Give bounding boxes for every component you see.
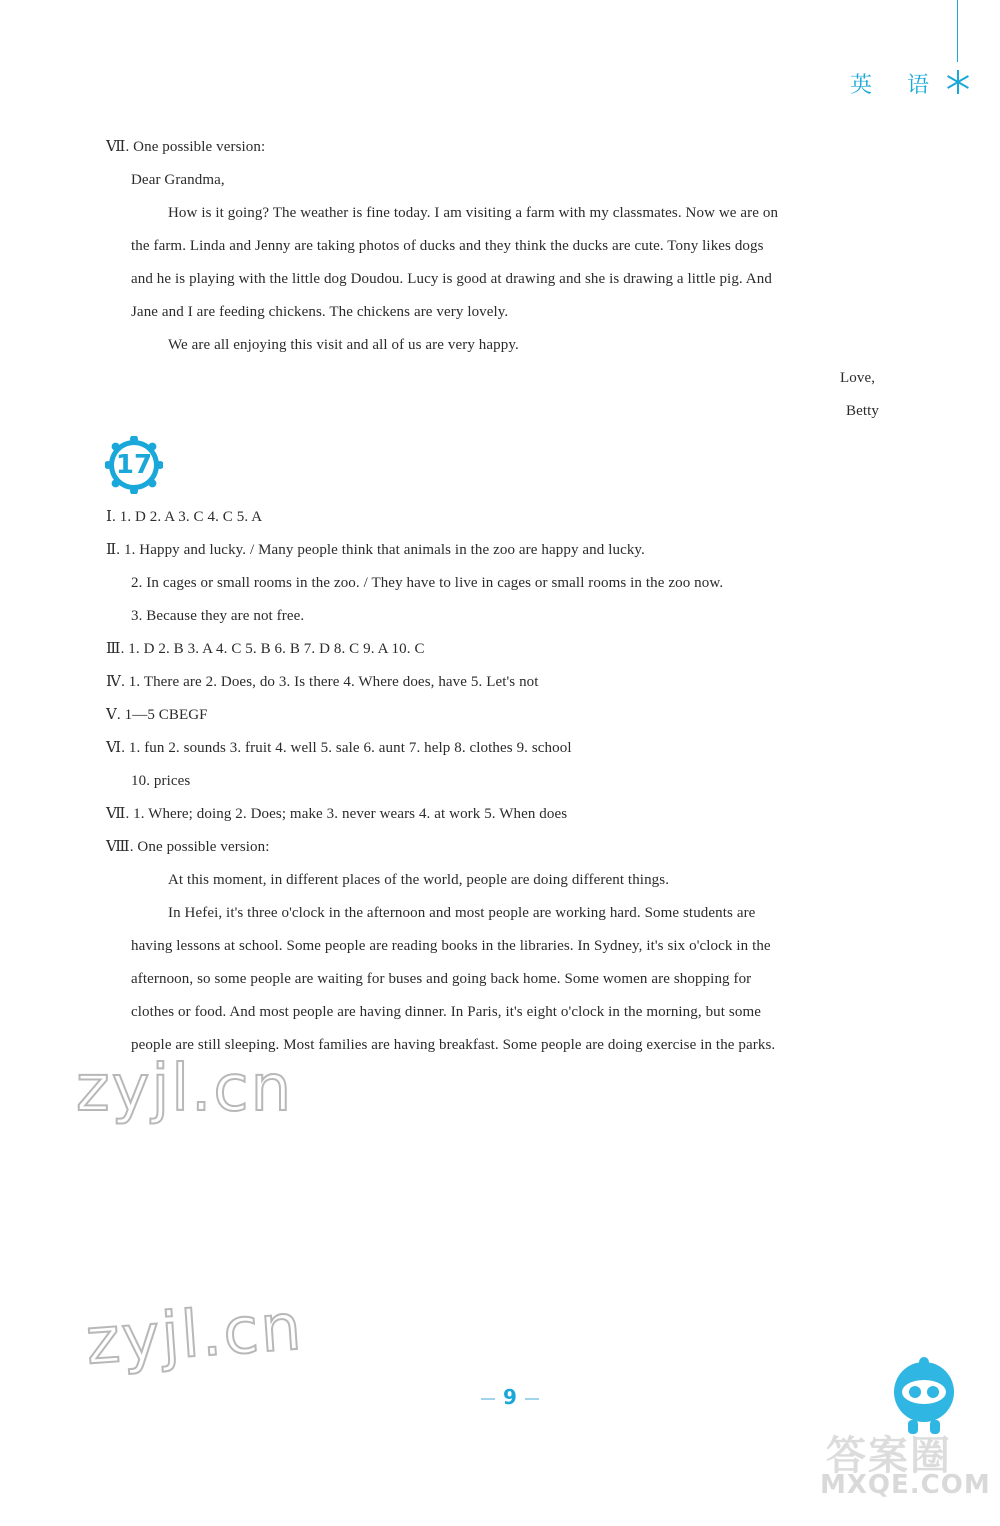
answer-line: Ⅳ. 1. There are 2. Does, do 3. Is there 4. Where does, have 5. Let's not bbox=[106, 674, 539, 690]
essay1-greeting: Dear Grandma, bbox=[131, 172, 225, 188]
subject-title: 英 语 bbox=[850, 73, 943, 98]
essay1-line: How is it going? The weather is fine today. I am visiting a farm with my classmates. Now we are on bbox=[168, 205, 779, 221]
answer-line: Ⅷ. One possible version: bbox=[106, 839, 270, 855]
answer-line: 10. prices bbox=[131, 773, 191, 789]
answer-line: Ⅰ. 1. D 2. A 3. C 4. C 5. A bbox=[106, 509, 263, 525]
page-dash-right bbox=[525, 1398, 539, 1400]
essay2-line: At this moment, in different places of the world, people are doing different things. bbox=[168, 872, 670, 888]
unit-number: 17 bbox=[115, 450, 153, 480]
essay2-line: clothes or food. And most people are having dinner. In Paris, it's eight o'clock in the morning, but some bbox=[131, 1004, 761, 1020]
page-number-value: 9 bbox=[503, 1385, 517, 1409]
essay2-line: people are still sleeping. Most families are having breakfast. Some people are doing exercise in the parks. bbox=[131, 1037, 776, 1053]
page-dash-left bbox=[481, 1398, 495, 1400]
answer-line: 2. In cages or small rooms in the zoo. / They have to live in cages or small rooms in the zoo now. bbox=[131, 575, 724, 591]
essay1-heading: Ⅶ. One possible version: bbox=[106, 139, 266, 155]
essay1-signature: Betty bbox=[846, 403, 879, 419]
corner-logo: 答案圈 bbox=[826, 1433, 952, 1479]
essay1-closing: Love, bbox=[840, 370, 876, 386]
corner-url: MXQE.COM bbox=[820, 1470, 991, 1500]
unit-number-badge bbox=[105, 436, 163, 494]
answer-line: Ⅴ. 1—5 CBEGF bbox=[106, 707, 208, 723]
answer-line: Ⅶ. 1. Where; doing 2. Does; make 3. never wears 4. at work 5. When does bbox=[106, 806, 568, 822]
essay1-line: the farm. Linda and Jenny are taking photos of ducks and they think the ducks are cute. Tony likes dogs bbox=[131, 238, 764, 254]
answer-line: Ⅲ. 1. D 2. B 3. A 4. C 5. B 6. B 7. D 8. C 9. A 10. C bbox=[106, 641, 425, 657]
page-number bbox=[470, 1385, 550, 1409]
snowflake-icon bbox=[944, 68, 972, 96]
answer-line: Ⅱ. 1. Happy and lucky. / Many people think that animals in the zoo are happy and lucky. bbox=[106, 542, 645, 558]
essay2-line: afternoon, so some people are waiting for buses and going back home. Some women are shopping for bbox=[131, 971, 752, 987]
answer-line: 3. Because they are not free. bbox=[131, 608, 305, 624]
essay1-line: and he is playing with the little dog Doudou. Lucy is good at drawing and she is drawing a little pig. And bbox=[131, 271, 772, 287]
essay2-line: having lessons at school. Some people are reading books in the libraries. In Sydney, it's six o'clock in the bbox=[131, 938, 771, 954]
essay1-line: Jane and I are feeding chickens. The chickens are very lovely. bbox=[131, 304, 509, 320]
answer-line: Ⅵ. 1. fun 2. sounds 3. fruit 4. well 5. sale 6. aunt 7. help 8. clothes 9. school bbox=[106, 740, 572, 756]
essay1-line: We are all enjoying this visit and all of us are very happy. bbox=[168, 337, 519, 353]
header-divider-line bbox=[957, 0, 958, 62]
essay2-line: In Hefei, it's three o'clock in the afternoon and most people are working hard. Some students are bbox=[168, 905, 756, 921]
watermark: zyjl.cn bbox=[83, 1290, 306, 1380]
watermark: zyjl.cn bbox=[76, 1052, 294, 1126]
